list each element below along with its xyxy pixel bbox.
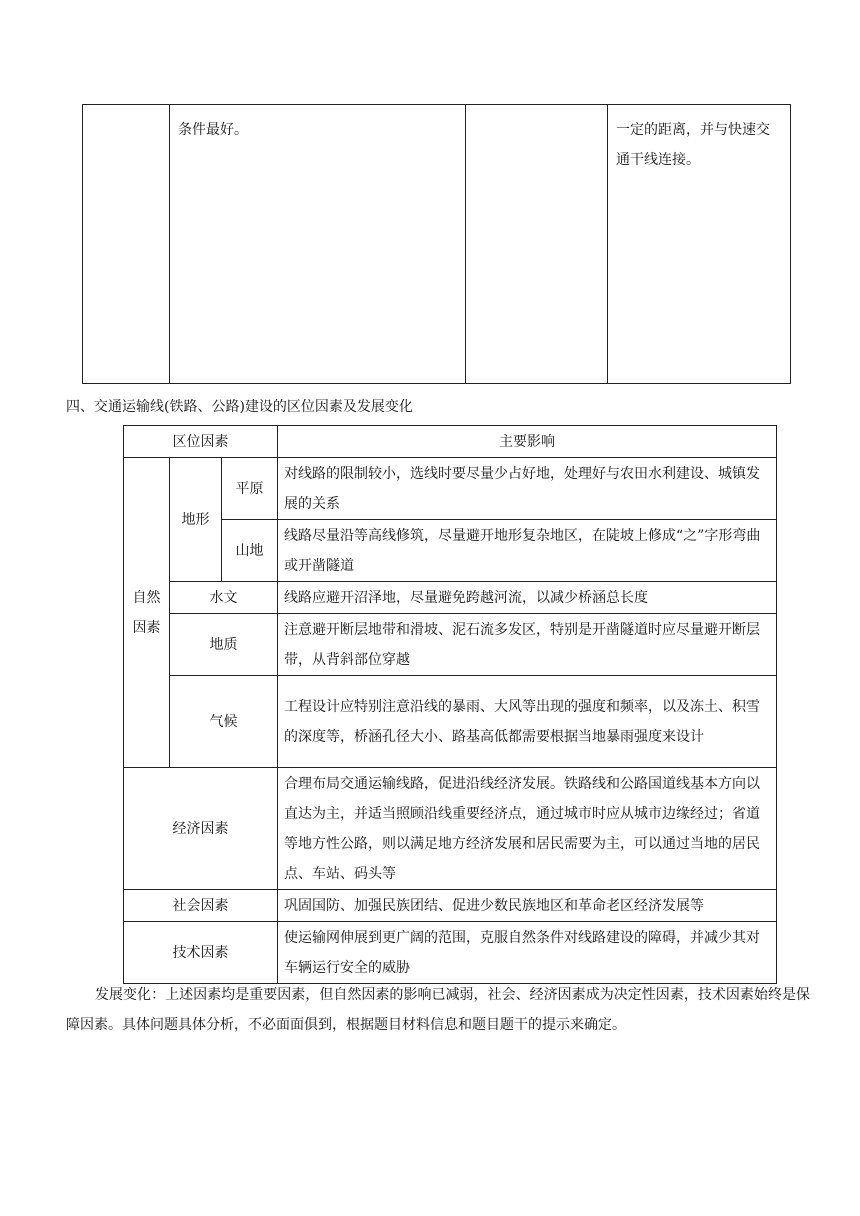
climate-cell: 气候	[170, 676, 278, 768]
mountain-effect: 线路尽量沿等高线修筑，尽量避开地形复杂地区，在陡坡上修成“之”字形弯曲或开凿隧道	[278, 520, 777, 582]
table-row	[124, 426, 777, 458]
hydrology-effect: 线路应避开沼泽地，尽量避免跨越河流，以减少桥涵总长度	[278, 582, 777, 614]
table-cell: 一定的距离，并与快速交通干线连接。	[608, 105, 791, 384]
plain-effect: 对线路的限制较小，选线时要尽量少占好地，处理好与农田水利建设、城镇发展的关系	[278, 458, 777, 520]
terrain-cell: 地形	[170, 458, 222, 582]
table-row	[124, 582, 777, 614]
economic-effect: 合理布局交通运输线路，促进沿线经济发展。铁路线和公路国道线基本方向以直达为主，并适当照顾沿线重要经济点，通过城市时应从城市边缘经过；省道等地方性公路，则以满足地方经济发展和居民需要为主，可以通过当地的居民点、车站、码头等	[278, 768, 777, 890]
table-row	[124, 520, 777, 582]
top-table	[82, 104, 791, 384]
technical-effect: 使运输网伸展到更广阔的范围，克服自然条件对线路建设的障碍，并减少其对车辆运行安全的威胁	[278, 922, 777, 984]
climate-effect: 工程设计应特别注意沿线的暴雨、大风等出现的强度和频率，以及冻土、积雪的深度等，桥涵孔径大小、路基高低都需要根据当地暴雨强度来设计	[278, 676, 777, 768]
section-title: 四、交通运输线(铁路、公路)建设的区位因素及发展变化	[66, 399, 413, 415]
hydrology-cell: 水文	[170, 582, 278, 614]
economic-factor-cell: 经济因素	[124, 768, 278, 890]
social-effect: 巩固国防、加强民族团结、促进少数民族地区和革命老区经济发展等	[278, 890, 777, 922]
table-row	[124, 890, 777, 922]
factors-table	[123, 425, 777, 984]
table-cell: 条件最好。	[170, 105, 466, 384]
mountain-cell: 山地	[222, 520, 278, 582]
table-cell	[466, 105, 608, 384]
table-row	[124, 614, 777, 676]
development-paragraph: 发展变化：上述因素均是重要因素，但自然因素的影响已减弱，社会、经济因素成为决定性因素，技术因素始终是保障因素。具体问题具体分析，不必面面俱到，根据题目材料信息和题目题干的提示来确定。	[66, 987, 810, 1033]
table-row	[83, 105, 791, 384]
natural-factor-cell: 自然因素	[124, 458, 170, 768]
technical-factor-cell: 技术因素	[124, 922, 278, 984]
table-row	[124, 768, 777, 890]
table-row	[124, 458, 777, 520]
social-factor-cell: 社会因素	[124, 890, 278, 922]
geology-cell: 地质	[170, 614, 278, 676]
header-factor: 区位因素	[124, 426, 278, 458]
table-row	[124, 676, 777, 768]
table-cell	[83, 105, 170, 384]
header-effect: 主要影响	[278, 426, 777, 458]
plain-cell: 平原	[222, 458, 278, 520]
table-row	[124, 922, 777, 984]
geology-effect: 注意避开断层地带和滑坡、泥石流多发区，特别是开凿隧道时应尽量避开断层带，从背斜部位穿越	[278, 614, 777, 676]
